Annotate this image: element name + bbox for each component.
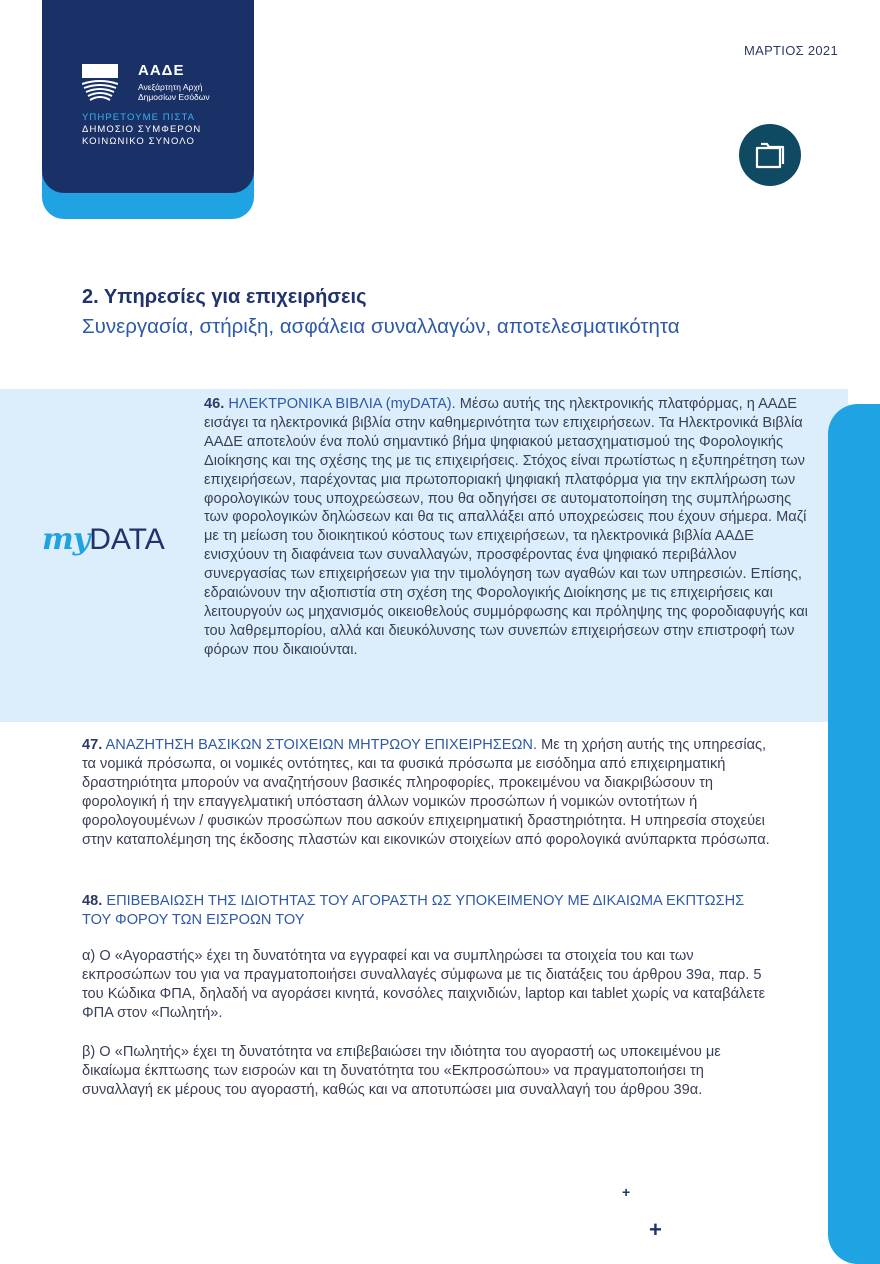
item-48 — [82, 892, 772, 930]
logo-fullname-line-1: Ανεξάρτητη Αρχή — [138, 82, 203, 92]
plus-large-icon: + — [649, 1217, 662, 1242]
logo-abbr: ΑΑΔΕ — [138, 62, 185, 79]
item-46 — [204, 395, 812, 660]
slogan-line-3: ΚΟΙΝΩΝΙΚΟ ΣΥΝΟΛΟ — [82, 136, 196, 147]
item-47-number: 47. — [82, 737, 103, 753]
item-47-text: Με τη χρήση αυτής της υπηρεσίας, τα νομικά πρόσωπα, οι νομικές οντότητες, και τα φυσικά πρόσωπα με εισόδημα από επιχειρηματική δραστηριότητα μπορούν να αναζητήσουν βασικές πληροφορίες, προκειμένου να διακριβώσουν τη φορολογική ή την επαγγελματική υπόσταση άλλων νομικών προσώπων ή νομικών οντοτήτων ή φορολογουμένων / φυσικών προσώπων που ασκούν επιχειρηματική δραστηριότητα. Η υπηρεσία στοχεύει στην καταπολέμηση της έκδοσης πλαστών και εικονικών στοιχείων από φορολογικά ανύπαρκτα πρόσωπα. — [82, 737, 770, 848]
item-48-para-a: α) Ο «Αγοραστής» έχει τη δυνατότητα να εγγραφεί και να συμπληρώσει τα στοιχεία του και των εκπροσώπων του για να πραγματοποιήσει συναλλαγές σύμφωνα με τις διατάξεις του άρθρου 39α, παρ. 5 του Κώδικα ΦΠΑ, δηλαδή να αγοράσει κινητά, κονσόλες παιχνιδιών, laptop και tablet χωρίς να καταβάλετε ΦΠΑ στον «Πωλητή». — [82, 948, 766, 1021]
item-46-title: ΗΛΕΚΤΡΟΝΙΚΑ ΒΙΒΛΙΑ (myDATA). — [228, 396, 456, 412]
slogan — [82, 112, 201, 148]
section-heading — [82, 286, 680, 339]
mydata-logo-my: my — [42, 522, 90, 557]
logo-fullname — [138, 82, 248, 102]
issue-date: ΜΑΡΤΙΟΣ 2021 — [743, 43, 838, 58]
item-48-number: 48. — [82, 893, 103, 909]
item-46-number: 46. — [204, 396, 225, 412]
folder-button[interactable] — [739, 124, 801, 186]
item-48-para-b: β) Ο «Πωλητής» έχει τη δυνατότητα να επιβεβαιώσει την ιδιότητα του αγοραστή ως υποκειμένου με δικαίωμα έκπτωσης των εισροών και τη δυνατότητα του «Εκπροσώπου» να πραγματοποιήσει τη συναλλαγή εκ μέρους του αγοραστή, καθώς και να αποτυπώσει μια συναλλαγή του άρθρου 39α. — [82, 1044, 721, 1098]
section-title: 2. Υπηρεσίες για επιχειρήσεις — [82, 286, 367, 308]
item-46-text: Μέσω αυτής της ηλεκτρονικής πλατφόρμας, η ΑΑΔΕ εισάγει τα ηλεκτρονικά βιβλία στην καθημερινότητα των επιχειρήσεων. Τα Ηλεκτρονικά Βιβλία ΑΑΔΕ αποτελούν ένα πολύ σημαντικό βήμα ψηφιακού μετασχηματισμού της Φορολογικής Διοίκησης και της σχέσης της με τις επιχειρήσεις. Στόχος είναι πρωτίστως η εξυπηρέτηση των επιχειρήσεων, παρέχοντας μια πρωτοποριακή ψηφιακή πλατφόρμα για την εκπλήρωση των φορολογικών τους υποχρεώσεων, που θα οδηγήσει σε αυτοματοποίηση της συμπλήρωσης των φορολογικών δηλώσεων και θα τις απαλλάξει από υποχρεώσεις που έχουν σήμερα. Μαζί με τη μείωση του διοικητικού κόστους των επιχειρήσεων, τα ηλεκτρονικά βιβλία ΑΑΔΕ ενισχύουν τη διαφάνεια των συναλλαγών, προσφέροντας ένα ψηφιακό περιβάλλον συνεργασίας των επιχειρήσεων για την τιμολόγηση των αγαθών και των υπηρεσιών. Επίσης, εδραιώνουν την αξιοπιστία στη σχέση της Φορολογικής Διοίκησης με τις επιχειρήσεις και λειτουργούν ως μηχανισμός οικειοθελούς συμμόρφωσης και πρόληψης της φοροδιαφυγής και του λαθρεμπορίου, αλλά και διευκόλυνσης των συνεπών επιχειρήσεων στην επιστροφή των φόρων που δικαιούνται. — [204, 396, 808, 658]
logo-panel — [42, 0, 254, 193]
side-accent-bar — [828, 404, 880, 1264]
aade-logo-icon — [82, 64, 118, 102]
logo-block — [42, 0, 254, 219]
logo-fullname-line-2: Δημοσίων Εσόδων — [138, 92, 210, 102]
plus-small-icon: + — [622, 1184, 631, 1200]
item-48-title: ΕΠΙΒΕΒΑΙΩΣΗ ΤΗΣ ΙΔΙΟΤΗΤΑΣ ΤΟΥ ΑΓΟΡΑΣΤΗ ΩΣ ΥΠΟΚΕΙΜΕΝΟΥ ΜΕ ΔΙΚΑΙΩΜΑ ΕΚΠΤΩΣΗΣ ΤΟΥ ΦΟΡΟΥ ΤΩΝ ΕΙΣΡΟΩΝ ΤΟΥ — [82, 893, 745, 928]
mydata-logo — [42, 522, 165, 557]
item-47-title: ΑΝΑΖΗΤΗΣΗ ΒΑΣΙΚΩΝ ΣΤΟΙΧΕΙΩΝ ΜΗΤΡΩΟΥ ΕΠΙΧΕΙΡΗΣΕΩΝ. — [105, 737, 538, 753]
section-subtitle: Συνεργασία, στήριξη, ασφάλεια συναλλαγών, αποτελεσματικότητα — [82, 315, 680, 338]
slogan-line-2: ΔΗΜΟΣΙΟ ΣΥΜΦΕΡΟΝ — [82, 124, 202, 135]
mydata-logo-data: DATA — [89, 523, 165, 556]
item-47 — [82, 736, 772, 849]
slogan-line-1: ΥΠΗΡΕΤΟΥΜΕ ΠΙΣΤΑ — [82, 112, 196, 123]
folder-icon — [753, 140, 787, 170]
